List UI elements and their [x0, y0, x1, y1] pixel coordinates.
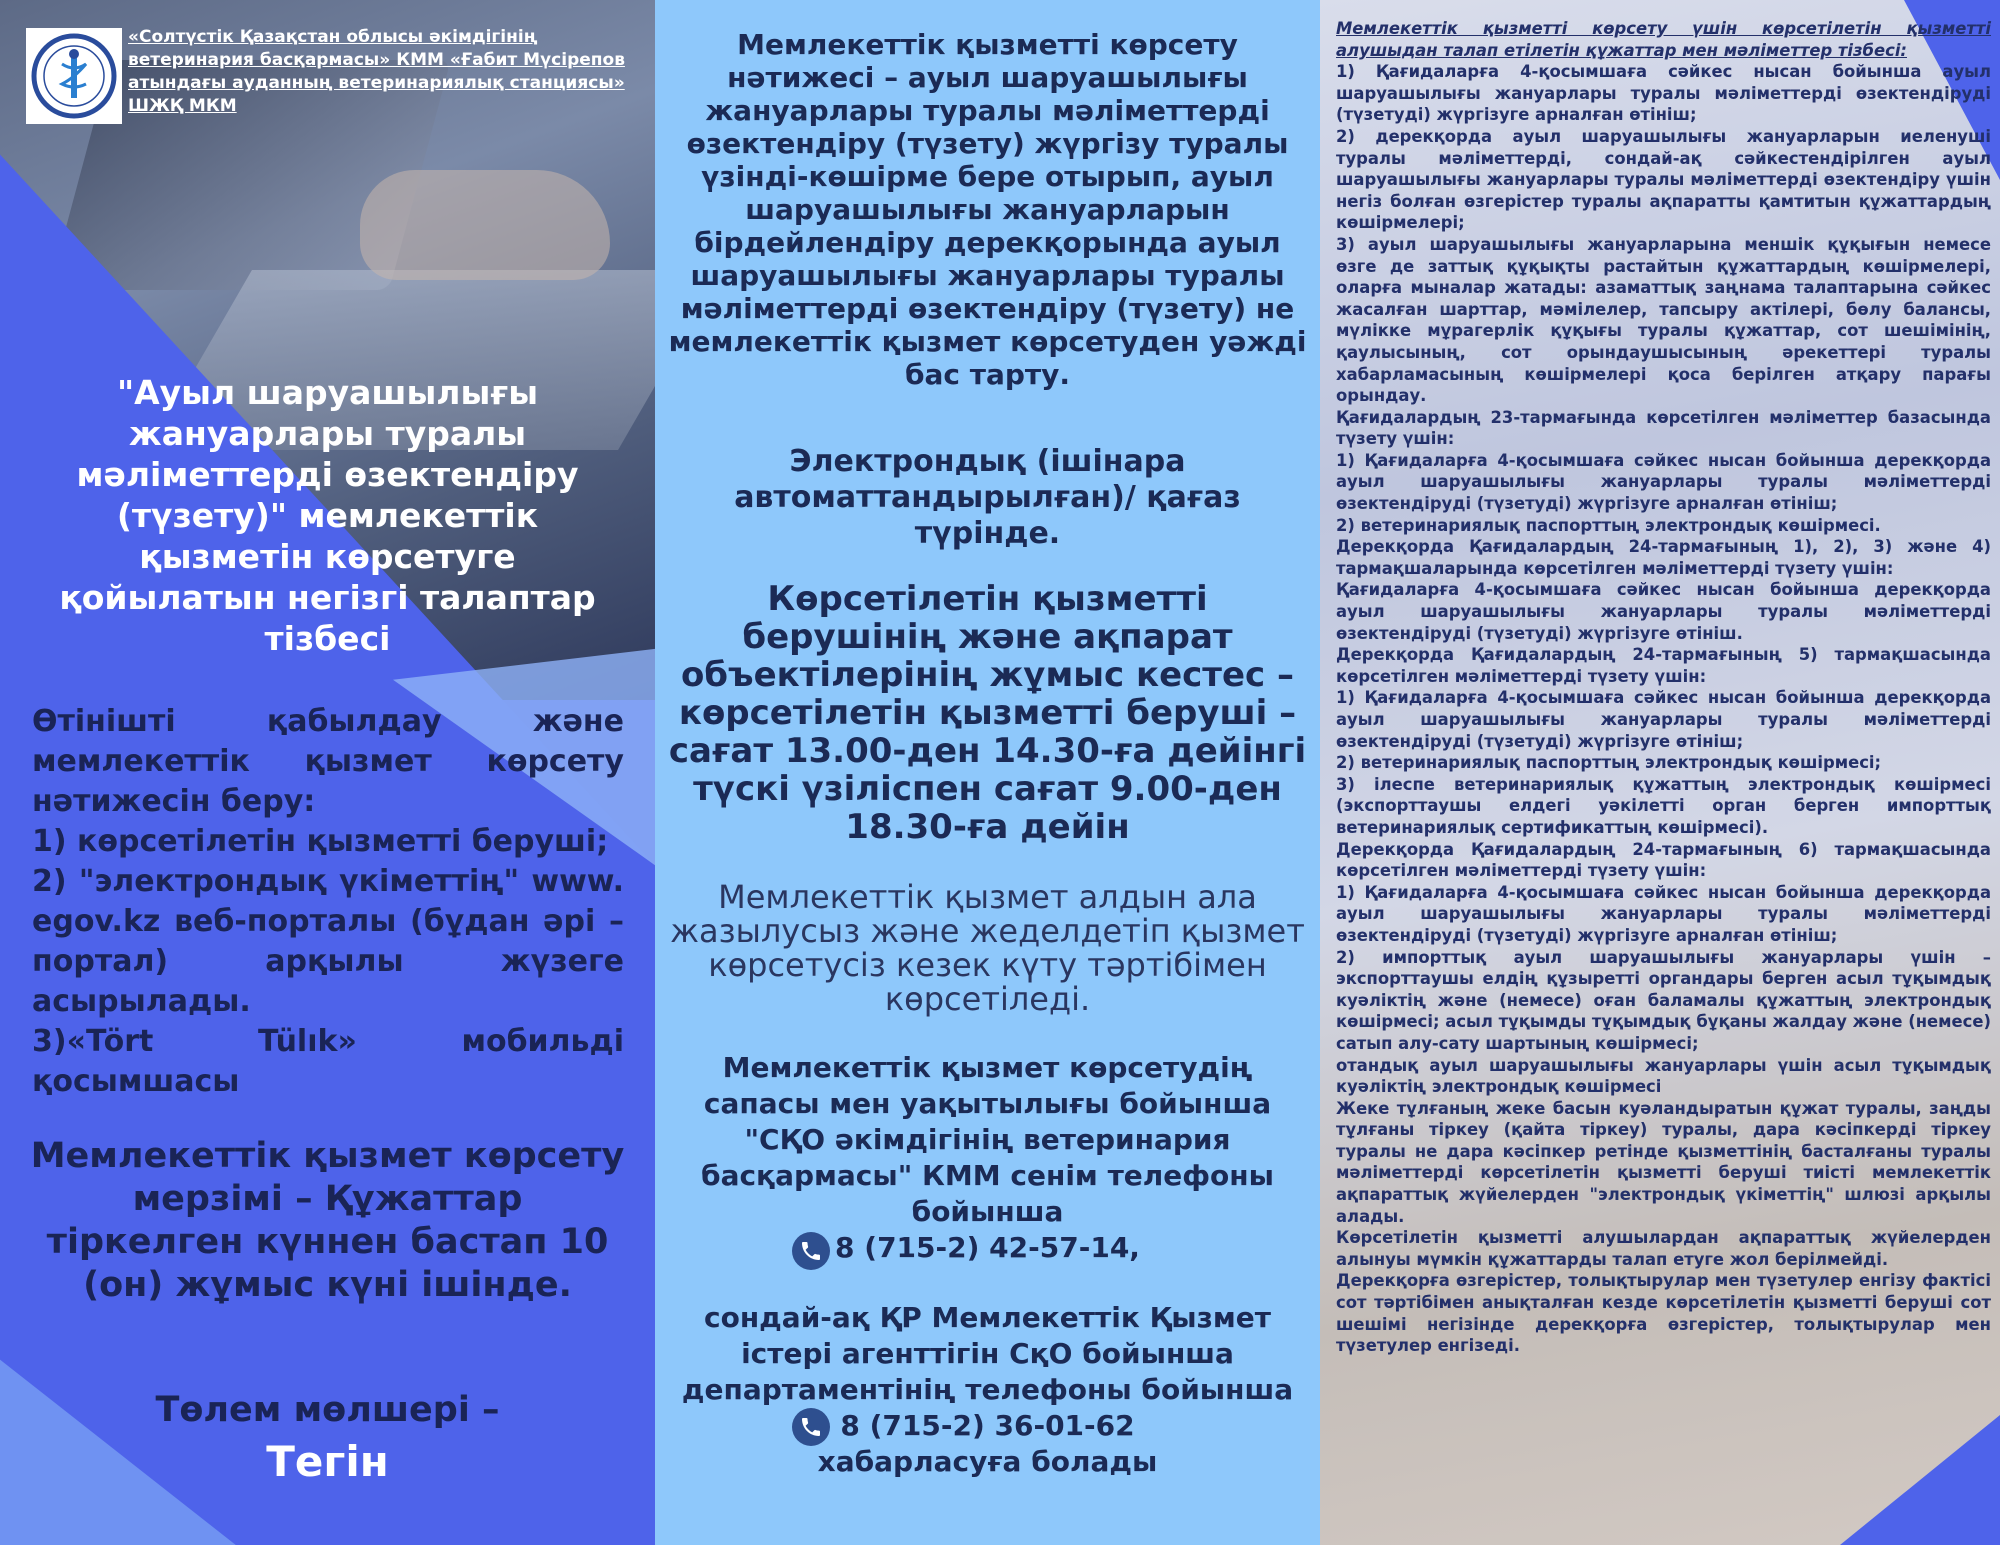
hotline-block	[667, 1050, 1308, 1266]
document-requirement-item: 1) Қағидаларға 4-қосымшаға сәйкес нысан бойынша дерекқорда ауыл шаруашылығы жануарлары туралы мәліметтерді өзектендіруді (түзетуді) жүргізуге арналған өтініш;	[1336, 882, 1991, 945]
right-panel	[1320, 0, 2000, 1545]
acceptance-line: 2) "электрондық үкіметтің" www.	[32, 864, 624, 899]
document-requirement-item: 2) ветеринариялық паспорттың электрондық көшірмесі.	[1336, 515, 1881, 535]
acceptance-line: портал) арқылы жүзеге	[32, 944, 624, 979]
acceptance-line: 1) көрсетілетін қызметті беруші;	[32, 824, 609, 859]
work-schedule: Көрсетілетін қызметті берушінің және ақпарат объектілерінің жұмыс кестес – көрсетілетін қызметті беруші – сағат 13.00-ден 14.30-ға дейінгі түскі үзіліспен сағат 9.00-ден 18.30-ға дейін	[668, 579, 1307, 847]
logo-emblem-icon	[30, 32, 118, 120]
document-requirement-item: 1) Қағидаларға 4-қосымшаға сәйкес нысан бойынша ауыл шаруашылығы жануарлары туралы мәліметтерді өзектендіруді (түзетуді) жүргізуге арналған өтініш;	[1336, 62, 1991, 125]
service-title: "Ауыл шаруашылығы жануарлары туралы мәліметтерді өзектендіру (түзету)" мемлекеттік қызметін көрсетуге қойылатын негізгі талаптар тізбесі	[59, 373, 596, 658]
left-panel	[0, 0, 655, 1545]
phone-icon	[792, 1408, 830, 1446]
document-requirement-item: 1) Қағидаларға 4-қосымшаға сәйкес нысан бойынша дерекқорда ауыл шаруашылығы жануарлары туралы мәліметтерді өзектендіруді (түзетуді) жүргізуге арналған өтініш;	[1336, 450, 1991, 514]
hotline-text: Мемлекеттік қызмет көрсетудің сапасы мен уақытылығы бойынша "СҚО әкімдігінің ветеринария басқармасы" КММ сенім телефоны бойынша	[701, 1051, 1274, 1228]
document-requirement-item: 1) Қағидаларға 4-қосымшаға сәйкес нысан бойынша дерекқорда ауыл шаруашылығы жануарлары туралы мәліметтерді өзектендіруді (түзетуді) жүргізуге өтініш;	[1336, 688, 1991, 751]
document-requirement-item: Дерекқорда Қағидалардың 24-тармағының 1), 2), 3) және 4) тармақшаларында көрсетілген мәліметтерді түзету үшін:	[1336, 537, 1991, 578]
documents-header: Мемлекеттік қызметті көрсету үшін көрсетілетін қызметті алушыдан талап етілетін құжаттар мен мәліметтер тізбесі:	[1336, 19, 1991, 60]
agency-phone[interactable]: 8 (715-2) 36-01-62	[840, 1409, 1135, 1442]
phone-icon	[792, 1232, 830, 1270]
fee-label: Төлем мөлшері –	[155, 1390, 500, 1430]
agency-text: сондай-ақ ҚР Мемлекеттік Қызмет істері агенттігін СқО бойынша департаментінің телефоны бойынша	[681, 1301, 1294, 1406]
acceptance-line: асырылады.	[32, 984, 251, 1019]
document-requirement-item: 2) дерекқорда ауыл шаруашылығы жануарларын иеленуші туралы мәліметтерді, сондай-ақ сәйкестендірілген ауыл шаруашылығы жануарлары туралы мәліметтерді өзектендіру үшін негіз болған өзгерістер туралы ақпаратты қамтитын құжаттардың көшірмелері;	[1336, 126, 1991, 233]
acceptance-line: мемлекеттік қызмет көрсету	[32, 744, 624, 779]
acceptance-line: egov.kz веб-порталы (бұдан әрі –	[32, 904, 624, 939]
acceptance-line: қосымшасы	[32, 1064, 240, 1099]
hand-shape	[360, 170, 610, 280]
acceptance-line: 3)«Tört Tülık» мобильді	[32, 1024, 624, 1059]
document-requirement-item: Көрсетілетін қызметті алушылардан ақпараттық жүйелерден алынуы мүмкін құжаттарды талап етуге жол берілмейді.	[1336, 1228, 1991, 1269]
service-form: Электрондық (ішінара автоматтандырылған)/ қағаз түрінде.	[734, 444, 1241, 551]
document-requirement-item: отандық ауыл шаруашылығы жануарлары үшін асыл тұқымдық куәліктің электрондық көшірмесі	[1336, 1055, 1991, 1097]
document-requirement-item: Жеке тұлғаның жеке басын куәландыратын құжат туралы, заңды тұлғаны тіркеу (қайта тіркеу) туралы, дара кәсіпкерді тіркеу туралы не дара кәсіпкер ретінде қызметтінің басталғаны туралы мәліметтерді көрсетілетін қызметті беруші тиісті мемлекеттік ақпараттық жүйелерден "электрондық үкіметтің" шлюзі арқылы алады.	[1336, 1098, 1991, 1226]
hotline-phone[interactable]: 8 (715-2) 42-57-14,	[835, 1231, 1140, 1264]
required-documents-list	[1336, 18, 1991, 1357]
document-requirement-item: Дерекқорға өзгерістер, толықтырулар мен түзетулер енгізу фактісі сот тәртібімен анықталған кезде көрсетілетін қызметті беруші сот шешімі негізінде дерекқорға өзгерістер, толықтырулар мен түзетулер енгізеді.	[1336, 1271, 1991, 1356]
document-requirement-item: 2) ветеринариялық паспорттың электрондық көшірмесі;	[1336, 753, 1882, 773]
document-requirement-item: Қағидалардың 23-тармағында көрсетілген мәліметтер базасында түзету үшін:	[1336, 407, 1991, 449]
document-requirement-item: 3) ауыл шаруашылығы жануарларына меншік құқығын немесе өзге де заттық құқықты растайтын құжаттардың көшірмелері, оларға мыналар жатады: азаматтық заңнама талаптарына сәйкес жасалған шарттар, мәмілелер, тапсыру актілері, бөлу балансы, мүлікке мұрагерлік құқығы туралы құжаттар, сот шешімінің, қаулысының, сот орындаушысының әрекеттері туралы хабарламасының көшірмелері қоса берілген атқару парағы орындау.	[1336, 234, 1991, 406]
acceptance-line: Өтінішті қабылдау және	[32, 704, 624, 739]
application-acceptance-block	[32, 702, 624, 1102]
service-term: Мемлекеттік қызмет көрсету мерзімі – Құжаттар тіркелген күннен бастап 10 (он) жұмыс күні ішінде.	[30, 1136, 625, 1305]
agency-block	[667, 1300, 1308, 1480]
hotline-phone-row	[667, 1230, 1308, 1266]
middle-panel	[655, 0, 1320, 1545]
document-requirement-item: 2) импорттық ауыл шаруашылығы жануарлары үшін – экспорттаушы елдің құзыретті органдары берген асыл тұқымдық куәліктің және (немесе) оған баламалы құжаттың электрондық көшірмесі; асыл тұқымды тұқымдық бұқаны жалдау және (немесе) сатып алу-сату шартының көшірмесі;	[1336, 947, 1991, 1053]
document-requirement-item: Қағидаларға 4-қосымшаға сәйкес нысан бойынша дерекқорда ауыл шаруашылығы жануарлары туралы мәліметтерді өзектендіруді (түзетуді) жүргізуге өтініш.	[1336, 580, 1991, 643]
organization-name: «Солтүстік Қазақстан облысы әкімдігінің ветеринария басқармасы» КММ «Ғабит Мүсірепов атындағы ауданның ветеринариялық станциясы» ШЖҚ МКМ	[128, 27, 625, 116]
document-requirement-item: Дерекқорда Қағидалардың 24-тармағының 6) тармақшасында көрсетілген мәліметтерді түзету үшін:	[1336, 839, 1991, 881]
document-requirement-item: 3) ілеспе ветеринариялық құжаттың электрондық көшірмесі (экспорттаушы елдегі уәкілетті орган берген импорттық ветеринариялық сертификаттың көшірмесі).	[1336, 774, 1991, 837]
acceptance-line: нәтижесін беру:	[32, 784, 316, 819]
agency-phone-row	[667, 1408, 1308, 1444]
service-result: Мемлекеттік қызметті көрсету нәтижесі – ауыл шаруашылығы жануарлары туралы мәліметтерді өзектендіру (түзету) жүргізу туралы үзінді-көшірме бере отырып, ауыл шаруашылығы жануарларын бірдейлендіру дерекқорында ауыл шаруашылығы жануарлары туралы мәліметтерді өзектендіру (түзету) не мемлекеттік қызмет көрсетуден уәжді бас тарту.	[668, 28, 1307, 391]
fee-value: Тегін	[266, 1437, 389, 1486]
document-requirement-item: Дерекқорда Қағидалардың 24-тармағының 5) тармақшасында көрсетілген мәліметтерді түзету үшін:	[1336, 645, 1991, 686]
agency-tail: хабарласуға болады	[817, 1445, 1158, 1478]
vet-station-logo	[26, 28, 122, 124]
queue-order: Мемлекеттік қызмет алдын ала жазылусыз және жеделдетіп қызмет көрсетусіз кезек күту тәртібімен көрсетіледі.	[670, 878, 1305, 1018]
